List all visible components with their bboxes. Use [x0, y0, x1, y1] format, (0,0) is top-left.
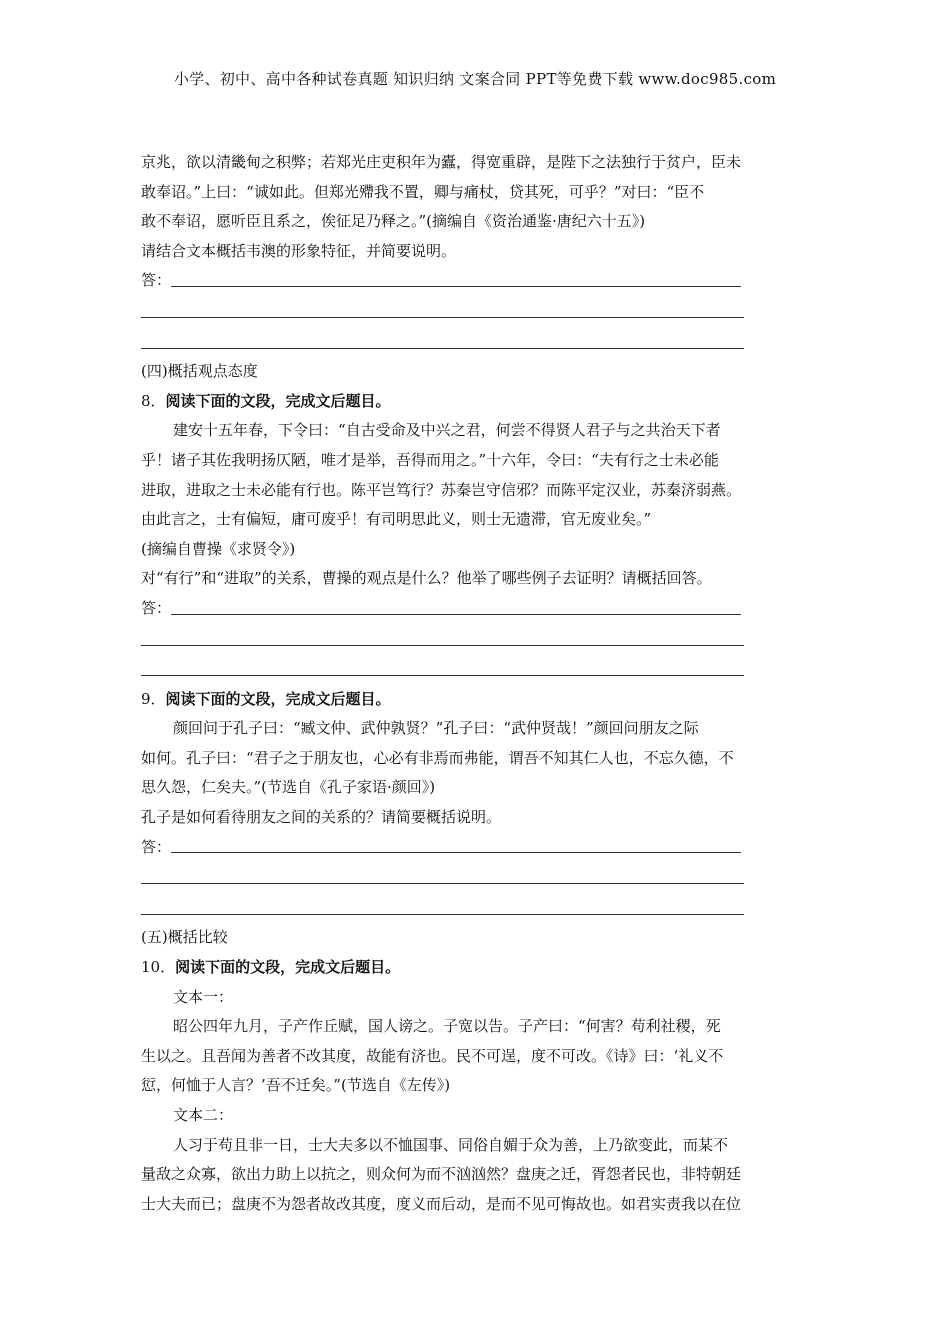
passage-line: 建安十五年春，下令曰：“自古受命及中兴之君，何尝不得贤人君子与之共治天下者 — [173, 421, 721, 440]
answer-label: 答： — [141, 837, 172, 856]
question-heading — [141, 387, 813, 417]
passage-line: 进取，进取之士未必能有行也。陈平岂笃行？苏秦岂守信邪？而陈平定汉业，苏秦济弱燕。 — [141, 480, 742, 499]
question-instruction: 阅读下面的文段，完成文后题目。 — [165, 689, 391, 708]
answer-line[interactable] — [141, 654, 744, 676]
question-instruction: 阅读下面的文段，完成文后题目。 — [165, 391, 391, 410]
passage-line: 乎！诸子其佐我明扬仄陋，唯才是举，吾得而用之。”十六年，令曰：“夫有行之士未必能 — [141, 450, 719, 469]
passage-line: 士大夫而已；盘庚不为怨者故改其度，度义而后动，是而不见可悔故也。如君实责我以在位 — [141, 1194, 742, 1213]
question-prompt: 请结合文本概括韦澳的形象特征，并简要说明。 — [141, 241, 457, 260]
question-prompt: 孔子是如何看待朋友之间的关系的？请简要概括说明。 — [141, 808, 502, 827]
passage-line: 敢不奉诏，愿听臣且系之，俟征足乃释之。”(摘编自《资治通鉴·唐纪六十五》) — [141, 212, 646, 231]
passage-line: 昭公四年九月，子产作丘赋，国人谤之。子宽以告。子产曰：“何害？苟利社稷，死 — [173, 1017, 721, 1036]
question-number: 8． — [141, 391, 166, 410]
question-heading — [141, 953, 813, 983]
question-instruction: 阅读下面的文段，完成文后题目。 — [175, 958, 401, 977]
question-number: 9． — [141, 689, 166, 708]
passage-line: 思久怨，仁矣夫。”(节选自《孔子家语·颜回》) — [141, 778, 436, 797]
answer-line[interactable] — [141, 296, 744, 318]
passage-line: 量敌之众寡，欲出力助上以抗之，则众何为而不汹汹然？盘庚之迁，胥怨者民也，非特朝廷 — [141, 1165, 742, 1184]
answer-label: 答： — [141, 598, 172, 617]
answer-line[interactable] — [141, 327, 744, 349]
passage-source: (摘编自曹操《求贤令》) — [141, 539, 296, 558]
section-title: (五)概括比较 — [141, 928, 228, 947]
question-heading — [141, 685, 813, 715]
answer-row — [141, 833, 813, 863]
passage-line: 敢奉诏。”上曰：“诚如此。但郑光殢我不置，卿与痛杖，贷其死，可乎？”对曰：“臣不 — [141, 182, 705, 201]
answer-label: 答： — [141, 271, 172, 290]
answer-row — [141, 266, 813, 296]
document-body — [141, 148, 813, 1219]
answer-line[interactable] — [141, 893, 744, 915]
page-header: 小学、初中、高中各种试卷真题 知识归纳 文案合同 PPT等免费下载 www.doc985.com — [173, 70, 777, 88]
text-label: 文本一： — [173, 987, 234, 1006]
question-number: 10． — [141, 958, 176, 977]
passage-line: 颜回问于孔子曰：“臧文仲、武仲孰贤？”孔子曰：“武仲贤哉！”颜回问朋友之际 — [173, 719, 699, 738]
answer-line[interactable] — [141, 624, 744, 646]
answer-line[interactable] — [141, 862, 744, 884]
answer-line[interactable] — [171, 614, 741, 615]
answer-line[interactable] — [171, 852, 741, 853]
text-label: 文本二： — [173, 1106, 234, 1124]
passage-line: 如何。孔子曰：“君子之于朋友也，心必有非焉而弗能，谓吾不知其仁人也，不忘久德，不 — [141, 748, 734, 767]
passage-line: 由此言之，士有偏短，庸可废乎！有司明思此义，则士无遗滞，官无废业矣。” — [141, 510, 652, 529]
passage-line: 人习于苟且非一日，士大夫多以不恤国事、同俗自媚于众为善，上乃欲变此，而某不 — [173, 1135, 729, 1154]
passage-line: 愆，何恤于人言？’吾不迁矣。”(节选自《左传》) — [141, 1076, 451, 1095]
passage-line: 生以之。且吾闻为善者不改其度，故能有济也。民不可逞，度不可改。《诗》曰：‘礼义不 — [141, 1046, 724, 1065]
passage-line: 京兆，欲以清畿甸之积弊；若郑光庄吏积年为蠹，得宽重辟，是陛下之法独行于贫户，臣未 — [141, 153, 742, 171]
question-prompt: 对“有行”和“进取”的关系，曹操的观点是什么？他举了哪些例子去证明？请概括回答。 — [141, 569, 712, 588]
section-title: (四)概括观点态度 — [141, 362, 258, 381]
answer-line[interactable] — [171, 286, 741, 287]
answer-row — [141, 594, 813, 624]
